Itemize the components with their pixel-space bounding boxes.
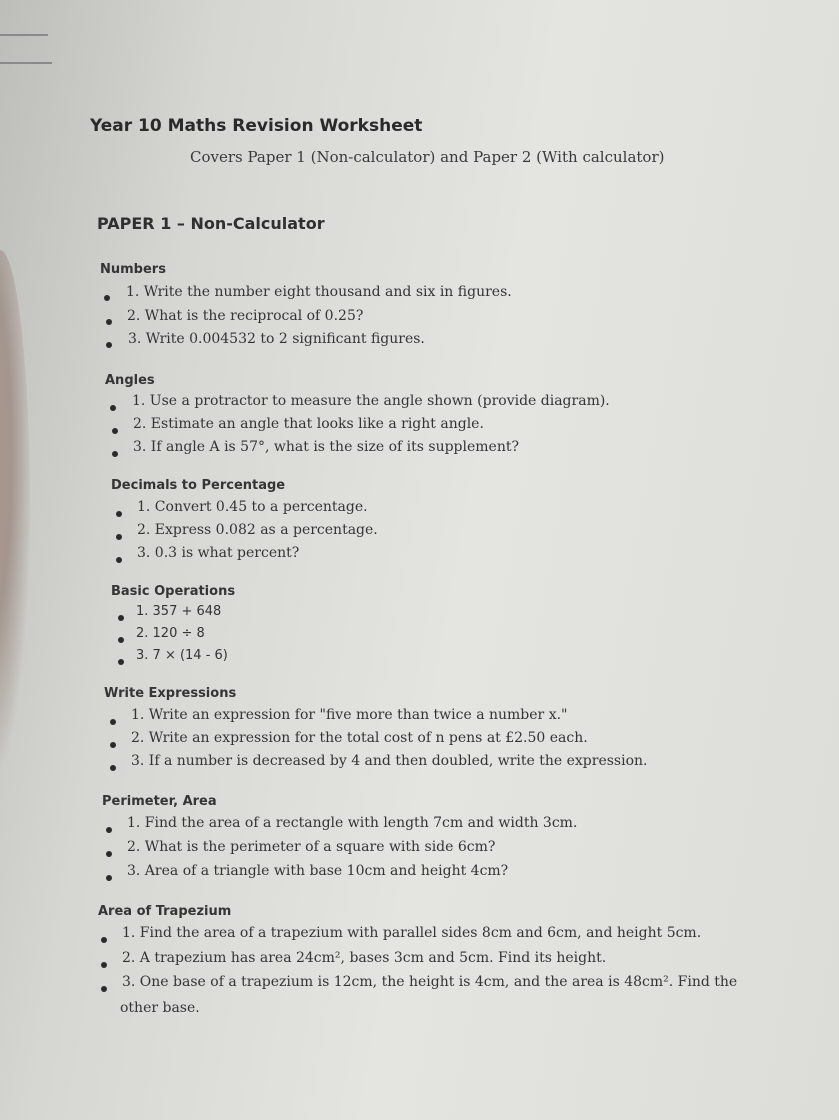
- section-title-angles: Angles: [105, 373, 155, 388]
- bullet: [101, 937, 107, 943]
- worksheet-subtitle: Covers Paper 1 (Non-calculator) and Paper 2 (With calculator): [190, 148, 665, 166]
- bullet: [118, 637, 124, 643]
- worksheet-title: Year 10 Maths Revision Worksheet: [90, 116, 423, 136]
- list-item: 2. 120 ÷ 8: [136, 626, 205, 641]
- bullet: [106, 342, 112, 348]
- bullet: [110, 719, 116, 725]
- list-item: 2. What is the perimeter of a square with side 6cm?: [127, 839, 496, 855]
- bullet: [101, 986, 107, 992]
- list-item: 3. 0.3 is what percent?: [137, 545, 300, 561]
- bullet: [116, 511, 122, 517]
- bullet: [116, 534, 122, 540]
- list-item: 3. One base of a trapezium is 12cm, the height is 4cm, and the area is 48cm². Find the: [122, 974, 738, 990]
- bullet: [110, 765, 116, 771]
- list-item: 2. A trapezium has area 24cm², bases 3cm and 5cm. Find its height.: [122, 950, 607, 966]
- bullet: [116, 557, 122, 563]
- bullet: [110, 742, 116, 748]
- bullet: [112, 428, 118, 434]
- list-item: 1. Use a protractor to measure the angle shown (provide diagram).: [132, 393, 610, 409]
- bullet: [106, 319, 112, 325]
- list-item: 2. Express 0.082 as a percentage.: [137, 522, 378, 538]
- list-item: 2. What is the reciprocal of 0.25?: [127, 308, 364, 324]
- list-item: 3. Write 0.004532 to 2 significant figures.: [128, 331, 425, 347]
- bullet: [106, 851, 112, 857]
- list-item: 1. Write an expression for "five more than twice a number x.": [131, 707, 568, 723]
- list-item: 3. If a number is decreased by 4 and then doubled, write the expression.: [131, 753, 648, 769]
- list-item: 3. Area of a triangle with base 10cm and height 4cm?: [127, 863, 509, 879]
- section-title-decimals: Decimals to Percentage: [111, 478, 286, 493]
- bullet: [118, 659, 124, 665]
- list-item: 1. Find the area of a trapezium with parallel sides 8cm and 6cm, and height 5cm.: [122, 925, 702, 941]
- bullet: [106, 875, 112, 881]
- section-title-basic-operations: Basic Operations: [111, 584, 236, 599]
- bullet: [110, 405, 116, 411]
- list-item-continuation: other base.: [120, 1000, 200, 1016]
- section-title-numbers: Numbers: [100, 262, 166, 277]
- list-item: 2. Write an expression for the total cost of n pens at £2.50 each.: [131, 730, 588, 746]
- section-title-perimeter-area: Perimeter, Area: [102, 794, 217, 809]
- list-item: 3. 7 × (14 - 6): [136, 648, 228, 663]
- list-item: 2. Estimate an angle that looks like a right angle.: [133, 416, 484, 432]
- list-item: 1. Convert 0.45 to a percentage.: [137, 499, 368, 515]
- bullet: [112, 451, 118, 457]
- bullet: [118, 615, 124, 621]
- paper-heading: PAPER 1 – Non-Calculator: [97, 214, 325, 233]
- section-title-write-expressions: Write Expressions: [104, 686, 237, 701]
- bullet: [101, 962, 107, 968]
- list-item: 1. Find the area of a rectangle with length 7cm and width 3cm.: [127, 815, 578, 831]
- bullet: [106, 827, 112, 833]
- list-item: 3. If angle A is 57°, what is the size of its supplement?: [133, 439, 519, 455]
- section-title-area-of-trapezium: Area of Trapezium: [98, 904, 232, 919]
- list-item: 1. Write the number eight thousand and six in figures.: [126, 284, 512, 300]
- bullet: [104, 295, 110, 301]
- list-item: 1. 357 + 648: [136, 604, 222, 619]
